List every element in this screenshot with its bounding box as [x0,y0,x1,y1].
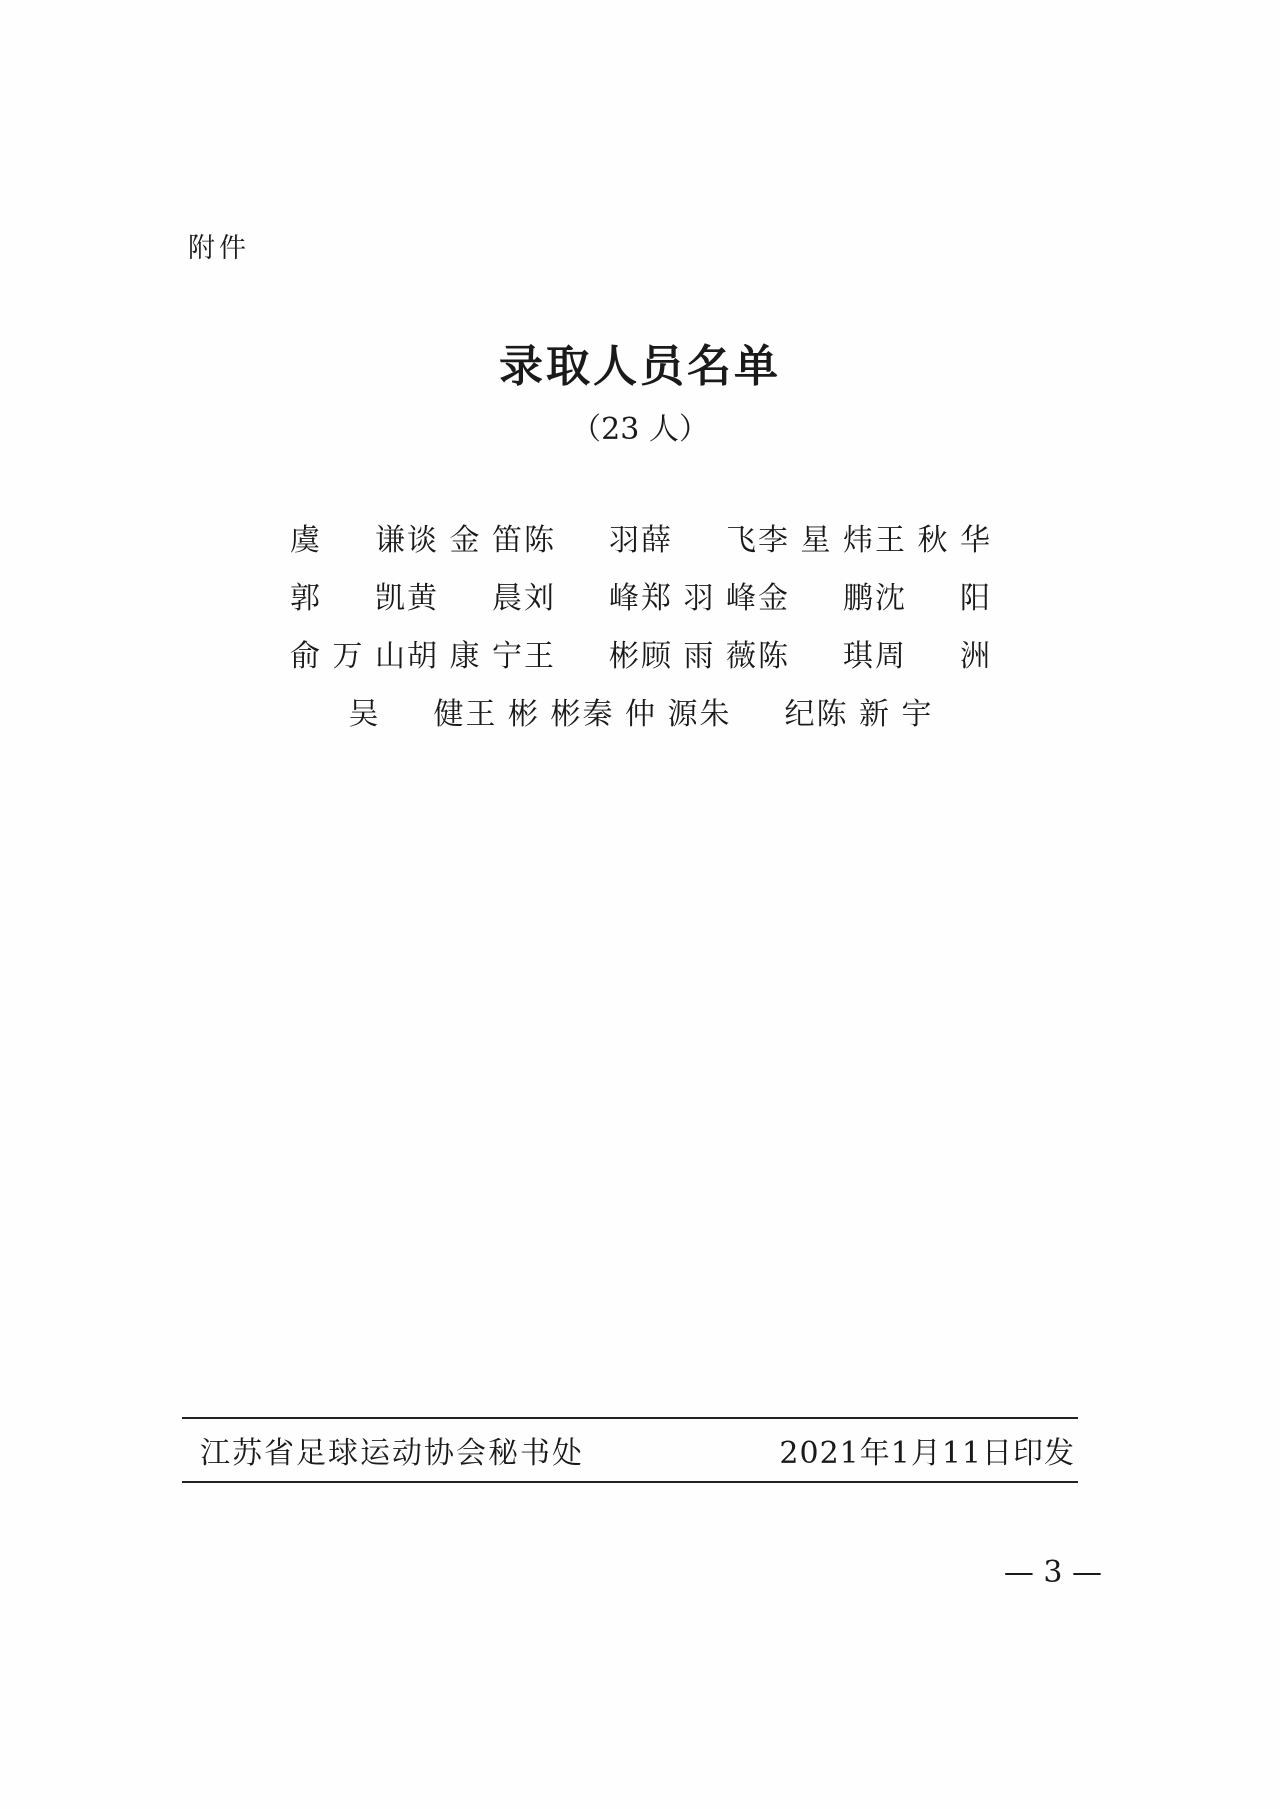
name-item: 陈羽 [524,523,639,558]
name-item: 陈新宇 [816,697,932,732]
page-title: 录取人员名单 [499,341,781,392]
name-item: 陈琪 [758,639,873,674]
name-item: 薛飞 [641,523,756,558]
name-item: 郑羽峰 [641,581,756,616]
name-item: 王彬 [524,639,639,674]
name-item: 刘峰 [524,581,639,616]
name-row-3 [0,628,1280,686]
name-item: 俞万山 [290,639,405,674]
name-item: 李星炜 [758,523,873,558]
name-item: 黄晨 [407,581,522,616]
name-item: 朱纪 [699,697,815,732]
name-item: 胡康宁 [407,639,522,674]
footer-rule-bottom [182,1481,1078,1483]
attachment-label: 附件 [188,233,250,264]
name-item: 吴健 [348,697,464,732]
footer-rule-top [182,1417,1078,1419]
name-item: 王秋华 [875,523,990,558]
issuer-text: 江苏省足球运动协会秘书处 [200,1436,584,1471]
name-row-1 [0,512,1280,570]
name-item: 郭凯 [290,581,405,616]
issue-date: 2021年1月11日印发 [779,1436,1075,1471]
page-number: — 3 — [1003,1555,1102,1590]
name-item: 周洲 [875,639,990,674]
name-item: 谈金笛 [407,523,522,558]
name-item: 王彬彬 [465,697,581,732]
name-item: 顾雨薇 [641,639,756,674]
name-row-2 [0,570,1280,628]
name-item: 秦仲源 [582,697,698,732]
name-list [0,512,1280,744]
name-item: 虞谦 [290,523,405,558]
count-label: （23 人） [571,412,709,447]
name-row-4 [0,686,1280,744]
name-item: 金鹏 [758,581,873,616]
name-item: 沈阳 [875,581,990,616]
